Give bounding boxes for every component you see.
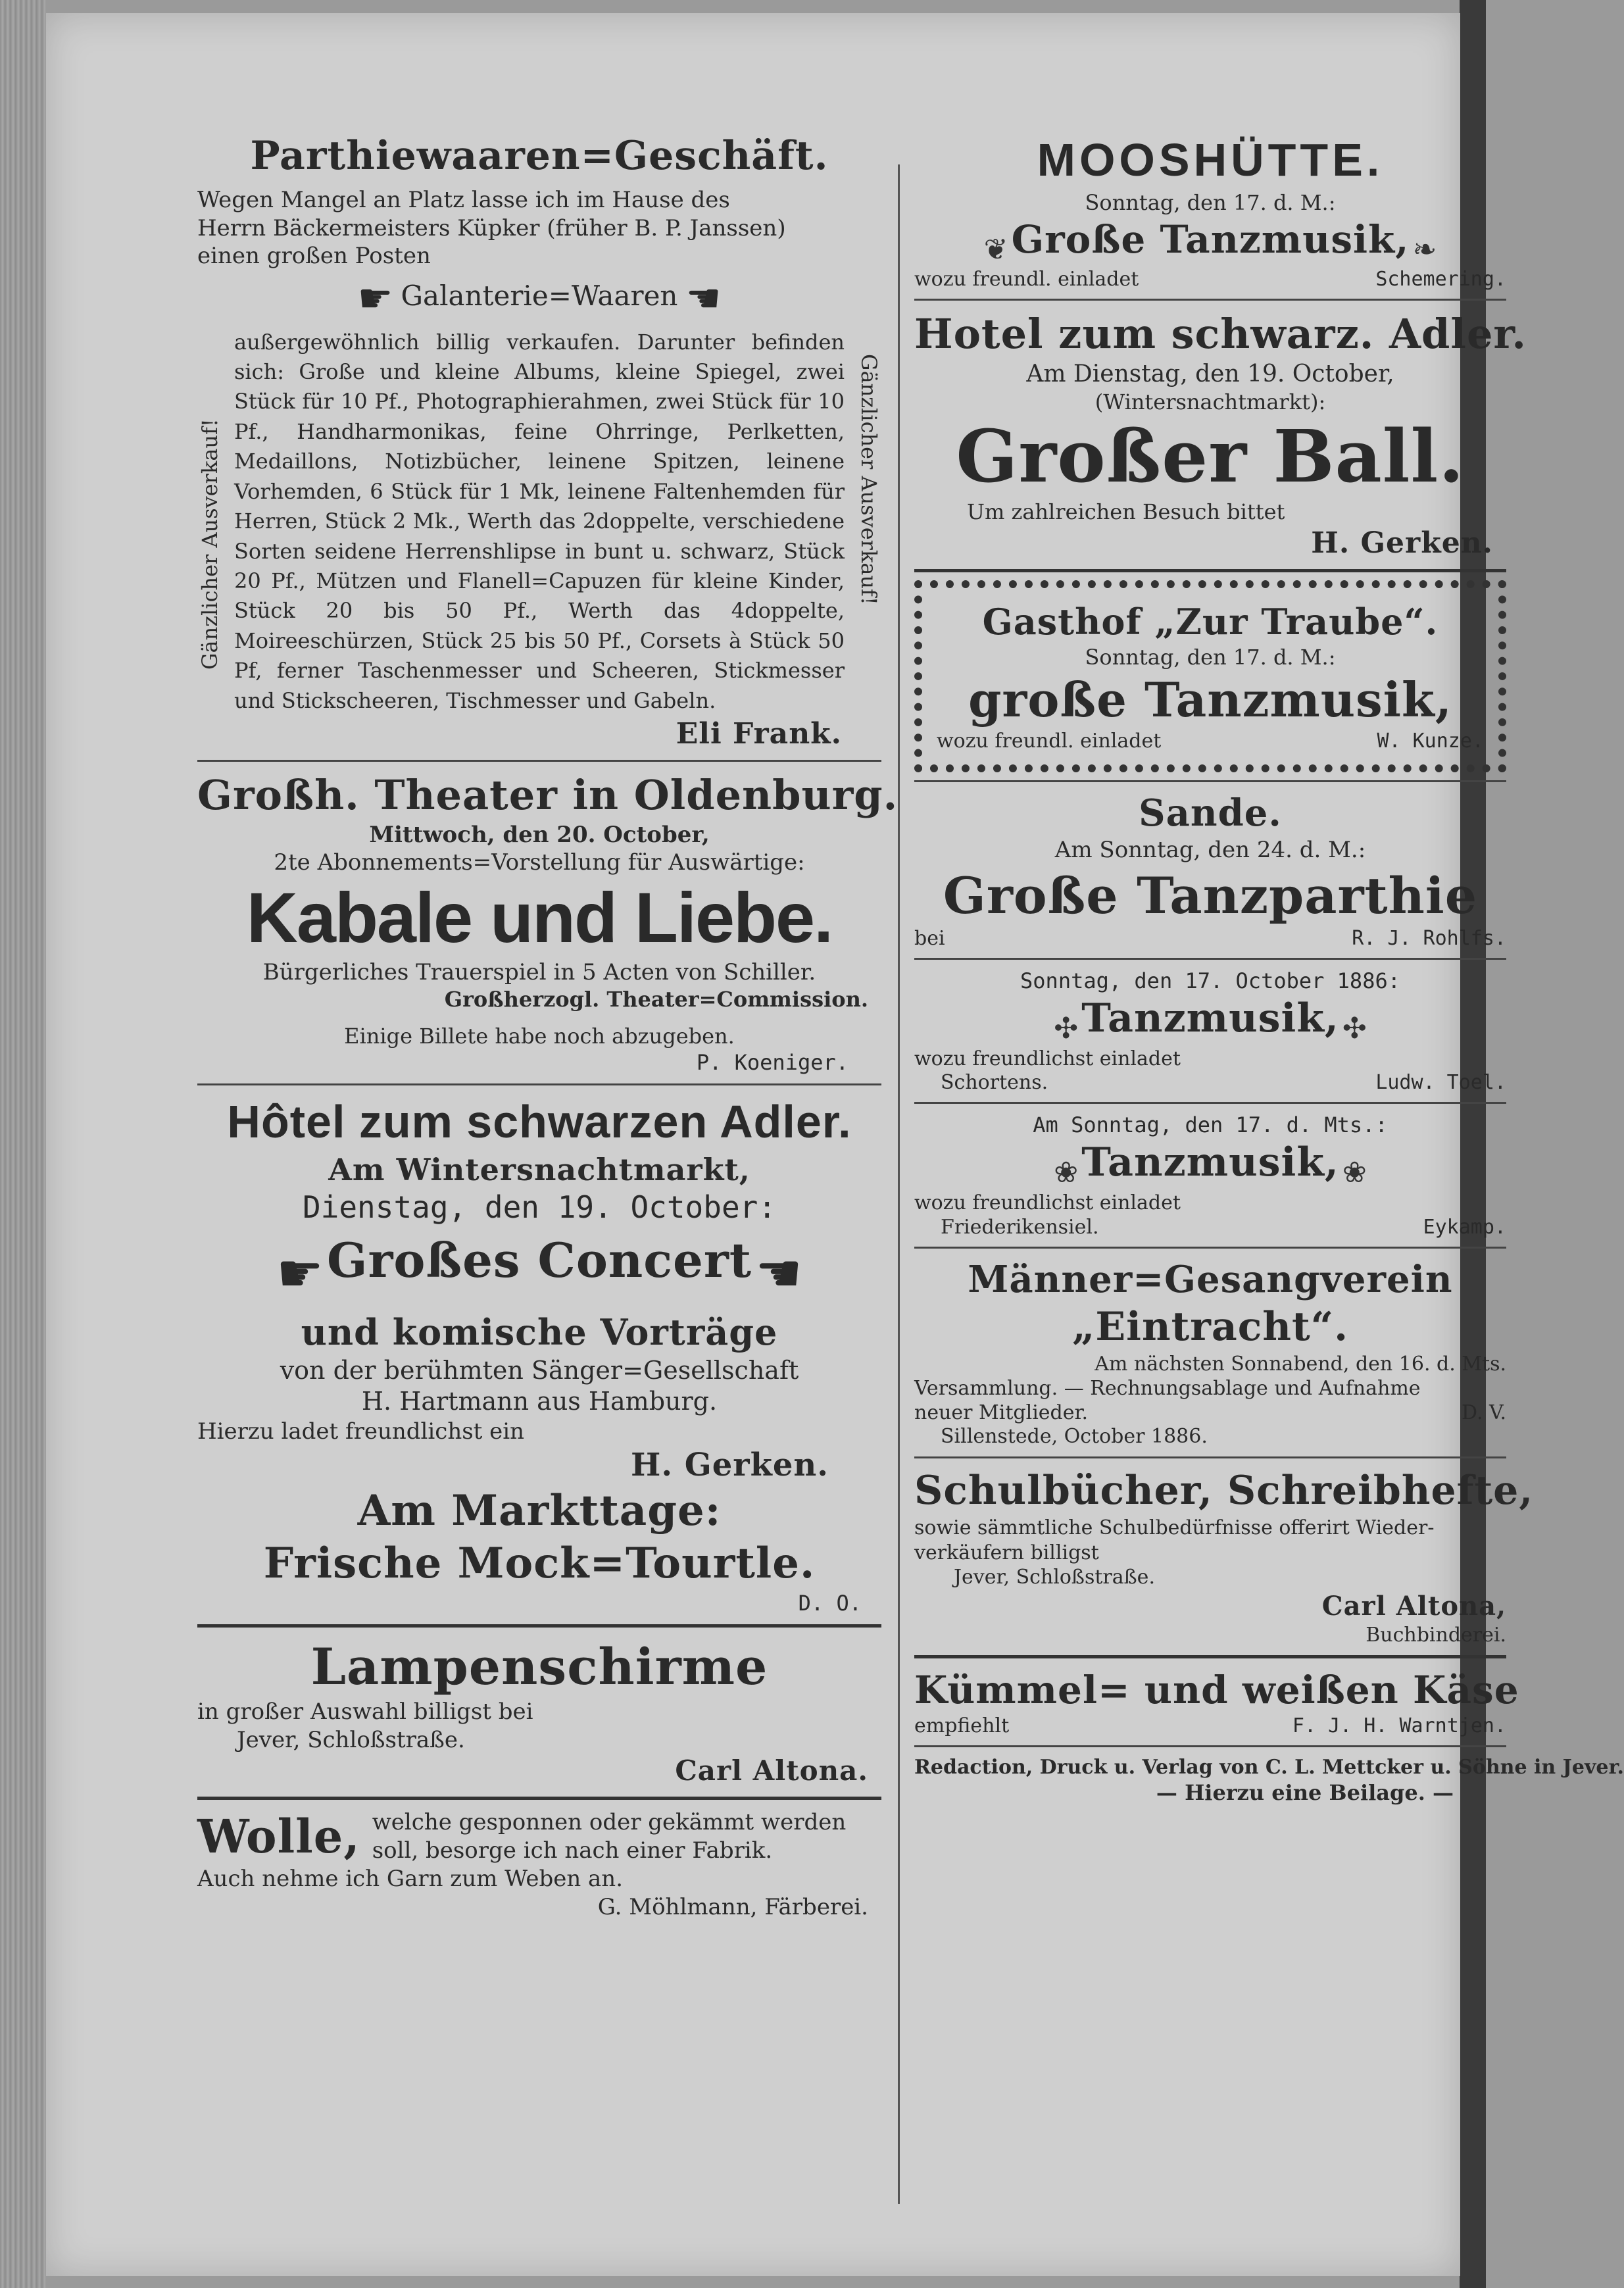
ad-separator: [914, 569, 1506, 572]
ad-friederikensiel: [914, 1112, 1506, 1239]
ad-signature: R. J. Rohlfs.: [1352, 926, 1506, 950]
ad-line: soll, besorge ich nach einer Fabrik.: [372, 1837, 773, 1864]
ad-separator: [914, 1655, 1506, 1658]
ad-date: Mittwoch, den 20. October,: [369, 821, 710, 848]
ad-line: Am Wintersnachtmarkt,: [328, 1151, 750, 1187]
wolle-header: [197, 1808, 881, 1866]
book-page-edge-left: [0, 0, 46, 2288]
ad-invite: wozu freundlichst einladet: [914, 1047, 1181, 1070]
ornament-icon: ❦: [983, 232, 1008, 266]
concert-title: Großes Concert: [326, 1231, 752, 1288]
event-title: Große Tanzmusik,: [1011, 216, 1410, 262]
ad-footer-row: [914, 268, 1506, 291]
ad-theater: [197, 770, 898, 1076]
ad-play-title: Kabale und Liebe.: [246, 877, 833, 957]
ad-signature: D. O.: [798, 1591, 862, 1616]
ad-line: neuer Mitglieder.: [914, 1401, 1089, 1424]
ad-signature: Eli Frank.: [676, 717, 842, 751]
ad-signature: W. Kunze.: [1377, 730, 1484, 753]
ad-intro-line: Herrn Bäckermeisters Küpker (früher B. P. Janssen): [197, 214, 786, 241]
ad-place: Schortens.: [941, 1071, 1048, 1094]
ad-parthiewaaren: [197, 132, 881, 752]
ad-date: Sonntag, den 17. d. M.:: [1085, 189, 1336, 215]
ad-name: „Eintracht“.: [1071, 1303, 1349, 1350]
ad-line: Jever, Schloßstraße.: [237, 1726, 465, 1753]
ad-hotel-schwarz-adler: [914, 309, 1527, 561]
ad-subtitle: (Wintersnachtmarkt):: [1095, 389, 1326, 414]
ad-title: Parthiewaaren=Geschäft.: [250, 133, 829, 179]
ad-title: Wolle,: [197, 1808, 360, 1864]
ad-separator: [914, 958, 1506, 960]
ad-invite: wozu freundl. einladet: [914, 267, 1139, 291]
ornament-icon: ❧: [1412, 232, 1437, 266]
ad-line: verkäufern billigst: [914, 1541, 1099, 1564]
ad-organizer: Großherzogl. Theater=Commission.: [444, 987, 868, 1012]
ad-separator: [914, 1102, 1506, 1104]
ad-concert-heading: [197, 1231, 881, 1307]
ad-kaese: [914, 1666, 1519, 1737]
event-title: Tanzmusik,: [1081, 1139, 1339, 1185]
ad-event: Große Tanzparthie: [943, 866, 1478, 925]
ad-footer-row: [914, 927, 1506, 950]
ad-schulbuecher: [914, 1466, 1534, 1647]
left-column: [197, 132, 898, 2224]
ad-title: Hotel zum schwarz. Adler.: [914, 309, 1527, 358]
ad-line: Jever, Schloßstraße.: [954, 1566, 1155, 1589]
ad-hotel-schwarzen-adler: [197, 1093, 881, 1616]
ad-title: Hôtel zum schwarzen Adler.: [227, 1096, 852, 1148]
ad-item-heading: [197, 274, 881, 324]
ad-title: Männer=Gesangverein: [968, 1257, 1453, 1301]
ad-signature: G. Möhlmann, Färberei.: [597, 1893, 868, 1920]
ad-line: sowie sämmtliche Schulbedürfnisse offerirt Wieder-: [914, 1516, 1435, 1539]
ad-gesangverein: [914, 1256, 1506, 1449]
ad-wolle: [197, 1808, 881, 1922]
imprint-line: Redaction, Druck u. Verlag von C. L. Mettcker u. Söhne in Jever.: [914, 1755, 1624, 1779]
ad-signature: Ludw. Toel.: [1375, 1071, 1506, 1094]
ad-subtitle: 2te Abonnements=Vorstellung für Auswärtige:: [274, 849, 805, 876]
ad-description: Bürgerliches Trauerspiel in 5 Acten von Schiller.: [262, 958, 816, 985]
side-text-left: Gänzlicher Ausverkauf!: [197, 418, 222, 670]
ad-date: Am Sonntag, den 17. d. Mts.:: [1033, 1112, 1388, 1137]
ad-line: Hierzu ladet freundlichst ein: [197, 1418, 525, 1445]
ad-line: Frische Mock=Tourtle.: [263, 1539, 816, 1589]
right-column: [914, 132, 1624, 2224]
ad-sande: [914, 790, 1506, 950]
ad-event-line: [914, 216, 1506, 268]
ad-separator: [914, 299, 1506, 301]
ad-signature: Carl Altona.: [675, 1754, 868, 1787]
ad-place: Friederikensiel.: [941, 1215, 1099, 1239]
pointing-hand-right-icon: ☛: [276, 1243, 324, 1305]
wolle-lines: [372, 1808, 881, 1864]
side-text-right: Gänzlicher Ausverkauf!: [856, 353, 881, 605]
ad-line: empfiehlt: [914, 1714, 1010, 1737]
ad-intro-line: Wegen Mangel an Platz lasse ich im Hause des: [197, 187, 730, 213]
ornament-icon: ✣: [1342, 1011, 1367, 1045]
ad-line: von der berühmten Sänger=Gesellschaft: [280, 1355, 799, 1385]
ad-note: Einige Billete habe noch abzugeben.: [344, 1024, 735, 1049]
ad-line: in großer Auswahl billigst bei: [197, 1699, 533, 1726]
ad-line: und komische Vorträge: [301, 1311, 778, 1354]
ad-line: Versammlung. — Rechnungsablage und Aufnahme: [914, 1377, 1421, 1400]
ad-separator: [197, 1624, 881, 1628]
ad-body: außergewöhnlich billig verkaufen. Darunter befinden sich: Große und kleine Albums, kleine Spiegel, zwei Stück für 10 Pf., Photographierahmen, zwei Stück für 10 Pf., Handharmonikas, feine Ohrringe, Perlketten, Medaillons, Notizbücher, leinene Spitzen, leinene Vorhemden, 6 Stück für 1 Mk, leinene Faltenhemden für Herren, Stück 2 Mk., Werth das 2doppelte, verschiedene Sorten seidene Herrenshlipse in bunt u. schwarz, Stück 20 Pf., Mützen und Flanell=Capuzen für kleine Kinder, Stück 20 bis 50 Pf., Werth das 4doppelte, Moireeschürzen, Stück 25 bis 50 Pf., Corsets à Stück 50 Pf, ferner Taschenmesser und Scheeren, Stickmesser und Stickscheeren, Tischmesser und Gabeln.: [234, 329, 845, 713]
ad-title: Gasthof „Zur Traube“.: [982, 600, 1439, 643]
column-divider: [898, 164, 900, 2204]
ad-title: Kümmel= und weißen Käse: [914, 1668, 1519, 1712]
event-title: Tanzmusik,: [1081, 995, 1339, 1041]
pointing-hand-left-icon: ☚: [685, 275, 722, 322]
ad-bei: bei: [914, 926, 945, 950]
ad-body-wrapper: [197, 328, 881, 716]
ad-signature: H. Gerken.: [1311, 526, 1493, 560]
pointing-hand-left-icon: ☚: [755, 1243, 802, 1305]
ad-title: MOOSHÜTTE.: [1037, 134, 1384, 186]
ornament-icon: ❀: [1342, 1156, 1367, 1189]
ad-separator: [914, 1745, 1506, 1747]
ad-footer-row: [914, 1714, 1506, 1737]
ad-invite: wozu freundl. einladet: [937, 730, 1162, 753]
ad-event: große Tanzmusik,: [968, 672, 1452, 728]
ad-line: H. Hartmann aus Hamburg.: [361, 1387, 718, 1416]
ad-date: Sonntag, den 17. d. M.:: [1085, 645, 1336, 670]
ad-signature: Carl Altona,: [1321, 1590, 1506, 1622]
ad-date: Am Dienstag, den 19. October,: [1026, 361, 1394, 387]
item-heading-text: Galanterie=Waaren: [401, 279, 678, 312]
ornament-icon: ❀: [1054, 1156, 1079, 1189]
ad-line: Am Markttage:: [357, 1486, 722, 1536]
ad-schortens: [914, 968, 1506, 1095]
ad-note-signature: P. Koeniger.: [696, 1050, 849, 1076]
ad-title: Lampenschirme: [310, 1637, 768, 1697]
ad-gasthof-zur-traube: [914, 580, 1506, 773]
ad-event: Großer Ball.: [956, 414, 1465, 499]
ad-separator: [914, 1456, 1506, 1458]
ad-invite: wozu freundlichst einladet: [914, 1191, 1181, 1214]
ad-invite: Um zahlreichen Besuch bittet: [967, 499, 1285, 524]
ad-separator: [197, 1083, 881, 1085]
ad-event-line: [914, 994, 1506, 1047]
ad-line: Dienstag, den 19. October:: [302, 1189, 777, 1226]
ornament-icon: ✣: [1054, 1011, 1079, 1045]
ad-signature: F. J. H. Warntjen.: [1292, 1714, 1506, 1737]
ad-title: Sande.: [1139, 791, 1282, 835]
ad-footer-row: [914, 1216, 1506, 1239]
ad-title: Großh. Theater in Oldenburg.: [197, 771, 898, 820]
ad-separator: [197, 1797, 881, 1800]
ad-date: Am Sonntag, den 24. d. M.:: [1054, 837, 1366, 863]
ad-line: Sillenstede, October 1886.: [941, 1424, 1208, 1448]
ad-row: [914, 1401, 1506, 1424]
ad-signature: D. V.: [1461, 1401, 1506, 1424]
pointing-hand-right-icon: ☛: [357, 275, 393, 322]
ad-event-line: [914, 1138, 1506, 1191]
ad-footer-row: [914, 1071, 1506, 1094]
ad-separator: [914, 1247, 1506, 1249]
ad-separator: [914, 780, 1506, 782]
ad-intro-line: einen großen Posten: [197, 243, 431, 269]
ad-separator: [197, 760, 881, 762]
supplement-note: — Hierzu eine Beilage. —: [1156, 1780, 1454, 1805]
ad-signature-sub: Buchbinderei.: [1366, 1623, 1506, 1647]
ad-footer-row: [937, 730, 1484, 753]
ad-signature: H. Gerken.: [631, 1447, 829, 1484]
ad-signature: Schemering.: [1375, 267, 1506, 291]
ad-line: Am nächsten Sonnabend, den 16. d. Mts.: [1095, 1352, 1506, 1376]
page-footer: [914, 1755, 1624, 1806]
ad-lampenschirme: [197, 1635, 881, 1789]
newspaper-page: [46, 13, 1624, 2276]
ad-line: Auch nehme ich Garn zum Weben an.: [197, 1866, 624, 1893]
ad-mooshuette: [914, 132, 1506, 291]
ad-date: Sonntag, den 17. October 1886:: [1020, 968, 1400, 993]
ad-title: Schulbücher, Schreibhefte,: [914, 1468, 1534, 1514]
ad-line: welche gesponnen oder gekämmt werden: [372, 1809, 847, 1836]
ad-signature: Eykamp.: [1423, 1215, 1506, 1239]
